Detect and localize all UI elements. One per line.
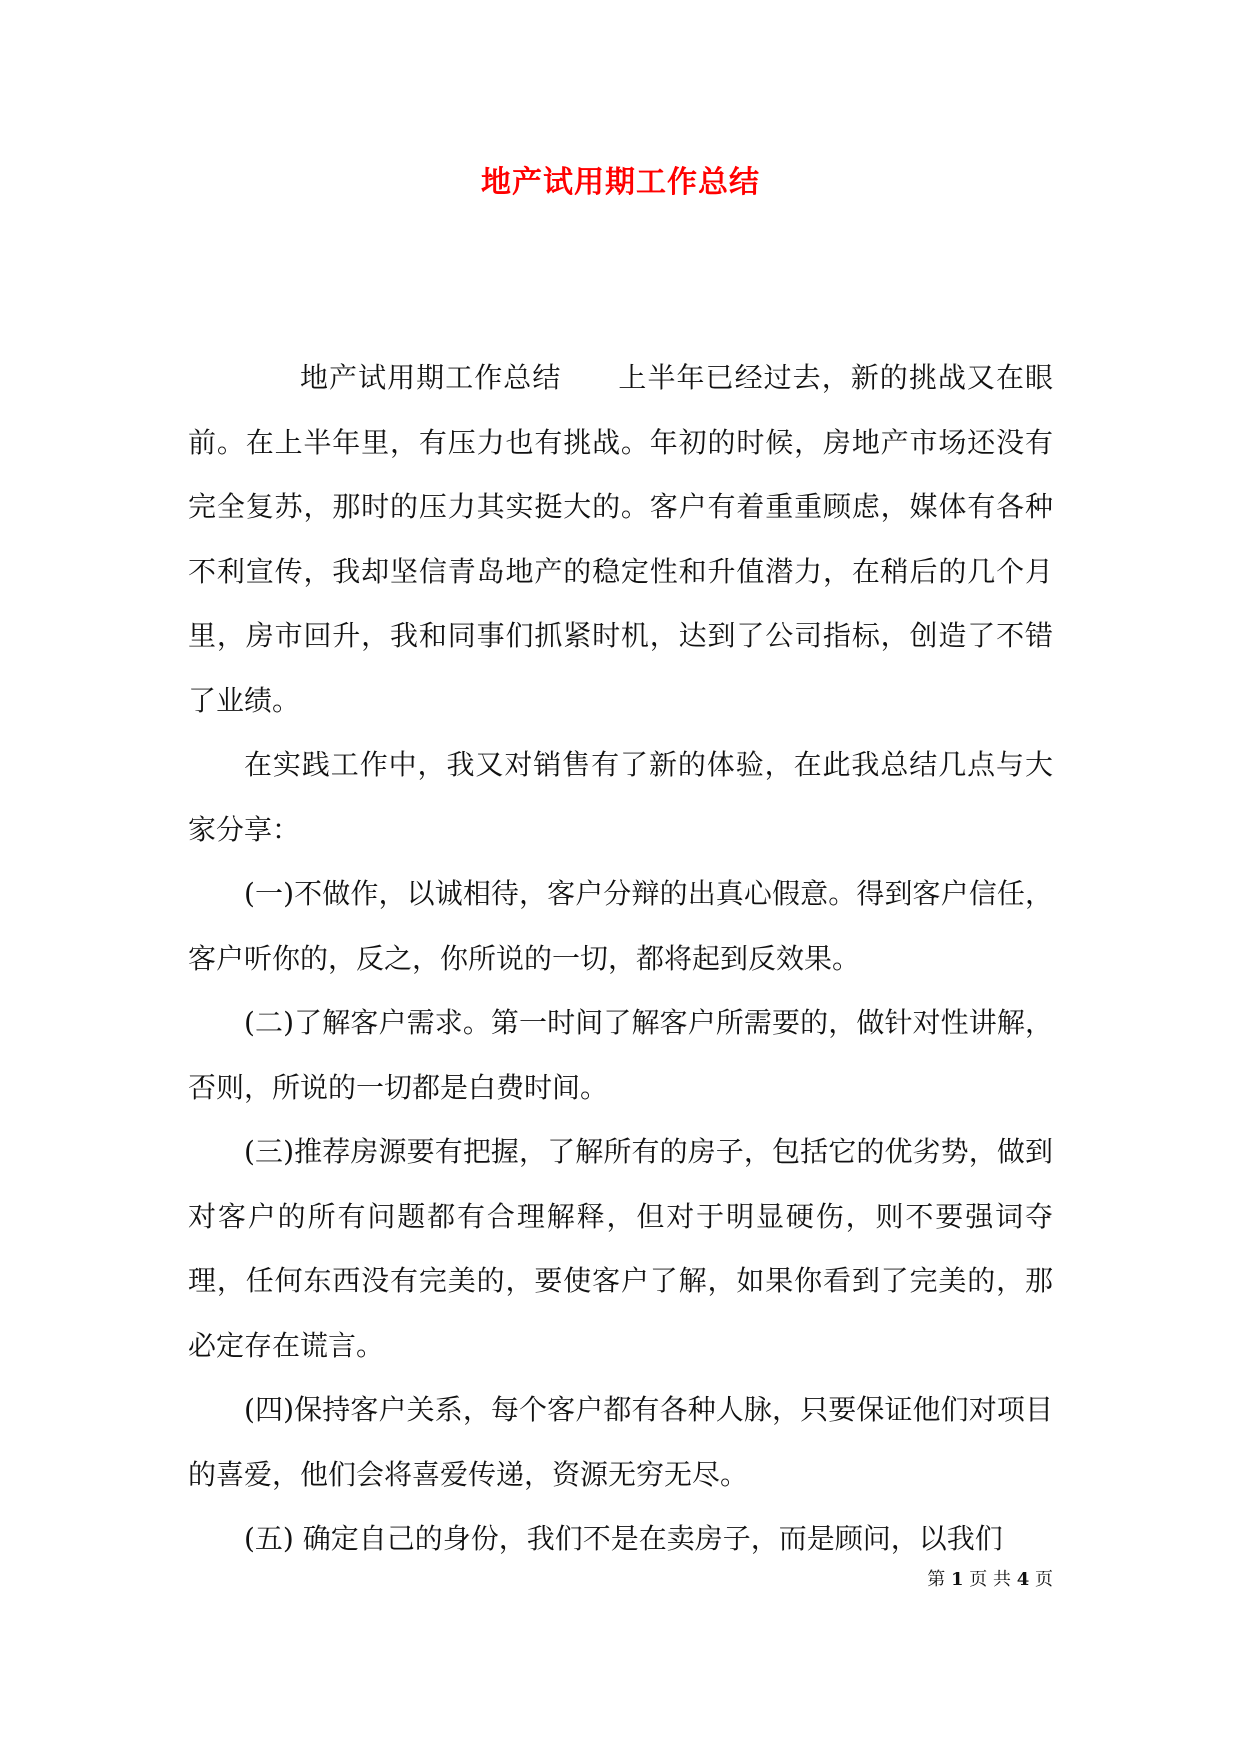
footer-prefix: 第 bbox=[927, 1569, 946, 1590]
paragraph-5: (三)推荐房源要有把握，了解所有的房子，包括它的优劣势，做到对客户的所有问题都有合理解释，但对于明显硬伤，则不要强词夺理，任何东西没有完美的，要使客户了解，如果你看到了完美的，那必定存在谎言。 bbox=[188, 1135, 1053, 1362]
inline-heading: 地产试用期工作总结 bbox=[300, 361, 562, 394]
paragraph-6: (四)保持客户关系，每个客户都有各种人脉，只要保证他们对项目的喜爱，他们会将喜爱传递，资源无穷无尽。 bbox=[188, 1393, 1053, 1491]
current-page-number: 1 bbox=[951, 1569, 964, 1590]
paragraph-3: (一)不做作，以诚相待，客户分辩的出真心假意。得到客户信任，客户听你的，反之，你所说的一切，都将起到反效果。 bbox=[188, 877, 1053, 975]
paragraph-4: (二)了解客户需求。第一时间了解客户所需要的，做针对性讲解，否则，所说的一切都是白费时间。 bbox=[188, 1006, 1053, 1104]
paragraph-text: 上半年已经过去，新的挑战又在眼前。在上半年里，有压力也有挑战。年初的时候，房地产市场还没有完全复苏，那时的压力其实挺大的。客户有着重重顾虑，媒体有各种不利宣传，我却坚信青岛地产的稳定性和升值潜力，在稍后的几个月里，房市回升，我和同事们抓紧时机，达到了公司指标，创造了不错了业绩。 bbox=[188, 361, 1053, 717]
paragraph-2: 在实践工作中，我又对销售有了新的体验，在此我总结几点与大家分享： bbox=[188, 748, 1053, 846]
document-title: 地产试用期工作总结 bbox=[481, 165, 760, 200]
paragraph-7: (五) 确定自己的身份，我们不是在卖房子，而是顾问，以我们 bbox=[244, 1522, 1003, 1555]
paragraph-1 bbox=[188, 346, 1053, 733]
document-body bbox=[188, 346, 1053, 1572]
total-pages-number: 4 bbox=[1016, 1569, 1030, 1590]
footer-suffix: 页 bbox=[1035, 1569, 1053, 1590]
page-footer bbox=[0, 1568, 1053, 1592]
footer-middle: 页 共 bbox=[969, 1569, 1011, 1590]
